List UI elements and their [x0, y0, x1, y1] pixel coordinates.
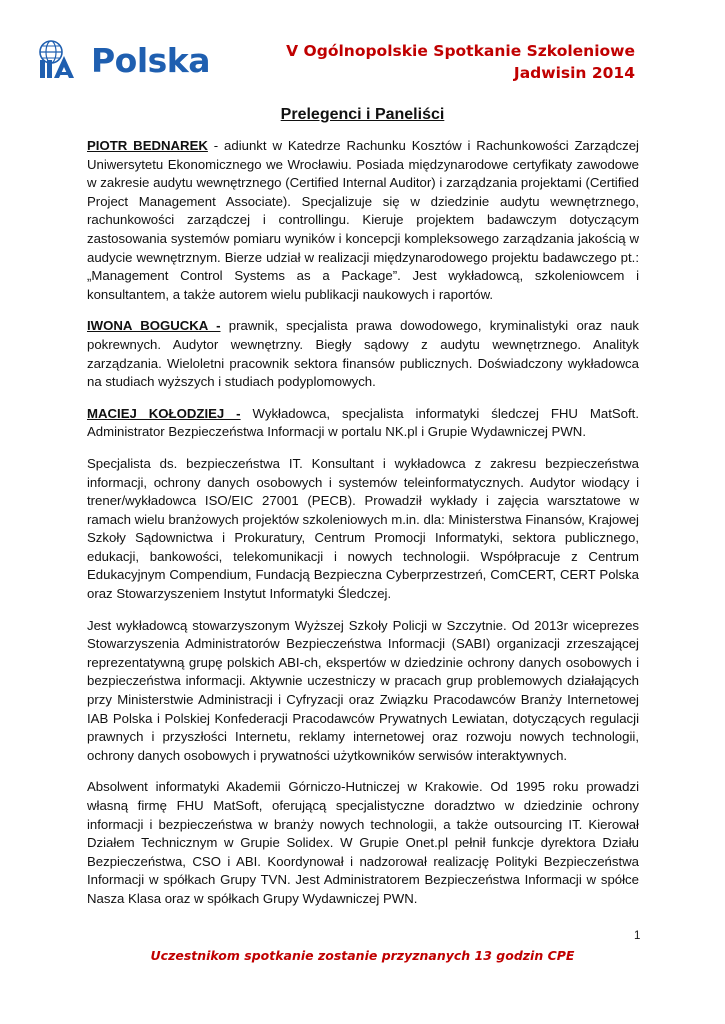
- speaker-bio: - adiunkt w Katedrze Rachunku Kosztów i Rachunkowości Zarządczej Uniwersytetu Ekonomicznego we Wrocławiu. Posiada międzynarodowe certyfikaty zawodowe w zakresie audytu wewnętrznego (Certified Internal Auditor) i zarządzania projektami (Certified Project Management Associate). Specjalizuje się w dziedzinie audytu wewnętrznego, rachunkowości zarządczej i controllingu. Kieruje projektem badawczym dotyczącym zastosowania systemów pomiaru wyników i koncepcji kompleksowego zarządzania jakością w audycie wewnętrznym. Bierze udział w realizacji międzynarodowego projektu badawczego pt.: „Management Control Systems as a Package”. Jest wykładowcą, szkoleniowcem i konsultantem, a także autorem wielu publikacji naukowych i raportów.: [87, 138, 639, 302]
- speaker-name: MACIEJ KOŁODZIEJ -: [87, 405, 241, 421]
- speaker-name: IWONA BOGUCKA -: [87, 318, 221, 334]
- bio-paragraph: Specjalista ds. bezpieczeństwa IT. Konsultant i wykładowca z zakresu bezpieczeństwa informacji, ochrony danych osobowych i systemów teleinformatycznych. Audytor wiodący i trener/wykładowca ISO/EIC 27001 (PECB). Prowadził wykłady i zajęcia warsztatowe w ramach wielu branżowych projektów szkoleniowych m.in. dla: Ministerstwa Finansów, Krajowej Szkoły Sądownictwa i Prokuratury, Centrum Promocji Informatyki, sektora publicznego, edukacji, bankowości, telekomunikacji i nowych technologii. Współpracuje z Centrum Edukacyjnym Compendium, Fundacją Bezpieczna Cyberprzestrzeń, ComCERT, CERT Polska oraz Stowarzyszeniem Instytut Informatyki Śledczej.: [87, 455, 639, 602]
- speaker-name: PIOTR BEDNAREK: [87, 138, 208, 153]
- document-body: [87, 137, 639, 922]
- speaker-bio: prawnik, specjalista prawa dowodowego, kryminalistyki oraz nauk pokrewnych. Audytor wewnętrzny. Biegły sądowy z audytu wewnętrznego. Analityk zarządzania. Wieloletni pracownik sektora finansów publicznych. Doświadczony wykładowca na studiach wyższych i studiach podyplomowych.: [87, 318, 639, 390]
- speaker-paragraph: [87, 137, 639, 304]
- speaker-paragraph: [87, 317, 639, 391]
- page-number: 1: [634, 930, 641, 942]
- page-title: Prelegenci i Paneliści: [280, 106, 445, 123]
- event-title-line-2: Jadwisin 2014: [513, 64, 635, 82]
- speaker-paragraph: [87, 405, 639, 442]
- speaker-bio: Wykładowca, specjalista informatyki śledczej FHU MatSoft. Administrator Bezpieczeństwa Informacji w portalu NK.pl i Grupie Wydawniczej PWN.: [87, 405, 639, 440]
- event-title: [275, 40, 635, 84]
- bio-paragraph: Absolwent informatyki Akademii Górniczo-Hutniczej w Krakowie. Od 1995 roku prowadzi własną firmę FHU MatSoft, oferującą specjalistyczne doradztwo w dziedzinie ochrony informacji i bezpieczeństwa w branży nowych technologii, a także outsourcing IT. Kierował Działem Technicznym w Grupie Solidex. W Grupie Onet.pl pełnił funkcje dyrektora Działu Bezpieczeństwa, CSO i ABI. Koordynował i nadzorował realizację Polityki Bezpieczeństwa Informacji w spółkach Grupy TVN. Jest Administratorem Bezpieczeństwa Informacji w spółce Nasza Klasa oraz w spółkach Grupy Wydawniczej PWN.: [87, 779, 639, 906]
- globe-iia-icon: [36, 38, 90, 82]
- event-title-line-1: V Ogólnopolskie Spotkanie Szkoleniowe: [286, 42, 635, 60]
- footer-note: Uczestnikom spotkanie zostanie przyznanych 13 godzin CPE: [150, 948, 575, 963]
- logo-text: Polska: [91, 40, 211, 80]
- iia-polska-logo: [36, 38, 210, 82]
- bio-paragraph: Jest wykładowcą stowarzyszonym Wyższej Szkoły Policji w Szczytnie. Od 2013r wiceprezes Stowarzyszenia Administratorów Bezpieczeństwa Informacji (SABI) organizacji zrzeszającej reprezentatywną grupę polskich ABI-ch, ekspertów w dziedzinie ochrony danych osobowych i bezpieczeństwa informacji. Aktywnie uczestniczy w pracach grup problemowych działających przy Ministerstwie Administracji i Cyfryzacji oraz Związku Pracodawców Branży Internetowej IAB Polska i Polskiej Konfederacji Pracodawców Prywatnych Lewiatan, dotyczących regulacji prawnych i przyszłości Internetu, reklamy internetowej oraz rozwoju nowych technologii, ochrony danych osobowych i prywatności użytkowników serwisów interaktywnych.: [87, 617, 639, 763]
